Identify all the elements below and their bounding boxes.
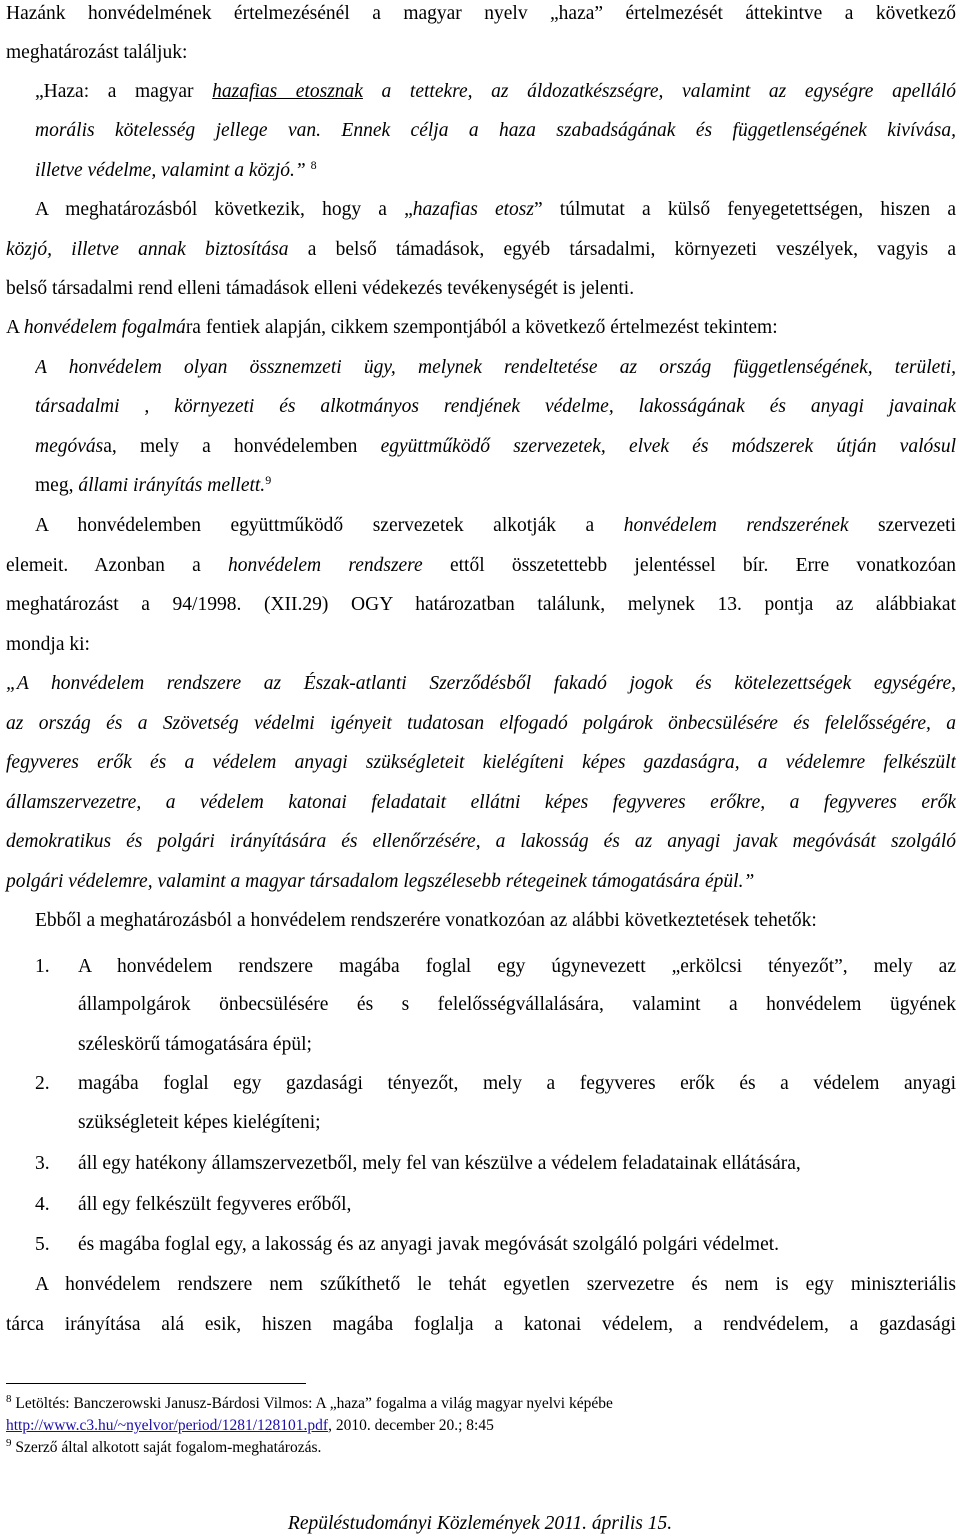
list-item-line: széleskörű támogatására épül; — [78, 1034, 312, 1055]
paragraph-line: A meghatározásból következik, hogy a „hazafias etosz” túlmutat a külső fenyegetettségen, hiszen a — [35, 199, 956, 220]
definition-line: társadalmi , környezeti és alkotmányos rendjének védelme, lakosságának és anyagi javainak — [35, 396, 956, 417]
paragraph-line: mondja ki: — [6, 634, 90, 655]
list-item-line: magába foglal egy gazdasági tényezőt, mely a fegyveres erők és a védelem anyagi — [78, 1073, 956, 1094]
paragraph-line: A honvédelem fogalmára fentiek alapján, cikkem szempontjából a következő értelmezést tekintem: — [6, 317, 778, 338]
list-item-line: A honvédelem rendszere magába foglal egy úgynevezett „erkölcsi tényezőt”, mely az — [78, 956, 956, 977]
quote-line: „Haza: a magyar hazafias etosznak a tettekre, az áldozatkészségre, valamint az egységre apelláló — [35, 81, 956, 102]
definition-line: A honvédelem olyan össznemzeti ügy, melynek rendeltetése az ország függetlenségének, területi, — [35, 357, 956, 378]
quote-line: illetve védelme, valamint a közjó.” $^8$ — [35, 158, 317, 181]
list-item-line: áll egy hatékony államszervezetből, mely fel van készülve a védelem feladatainak ellátására, — [78, 1153, 801, 1174]
quote-line: polgári védelemre, valamint a magyar társadalom legszélesebb rétegeinek támogatására épül.” — [6, 871, 755, 892]
definition-line: megóvása, mely a honvédelemben együttműködő szervezetek, elvek és módszerek útján valósul — [35, 436, 956, 457]
footnote-ref-9[interactable]: 9 — [265, 473, 272, 487]
footnote-8-link-line: http://www.c3.hu/~nyelvor/period/1281/128101.pdf, 2010. december 20.; 8:45 — [6, 1417, 494, 1434]
paragraph-line: Ebből a meghatározásból a honvédelem rendszerére vonatkozóan az alábbi következtetések tehetők: — [35, 910, 817, 931]
quote-line: „A honvédelem rendszere az Észak-atlanti Szerződésből fakadó jogok és kötelezettségek egységére, — [6, 673, 956, 694]
footnote-divider — [6, 1383, 306, 1384]
list-number: 5. — [35, 1234, 50, 1255]
paragraph-line: elemeit. Azonban a honvédelem rendszere ettől összetettebb jelentéssel bír. Erre vonatkozóan — [6, 555, 956, 576]
list-number: 3. — [35, 1153, 50, 1174]
footnote-8: $^8$ Letöltés: Banczerowski Janusz-Bárdosi Vilmos: A „haza” fogalma a világ magyar nyelvi képébe — [6, 1393, 613, 1412]
footnote-ref-8[interactable]: 8 — [310, 158, 317, 172]
list-number: 4. — [35, 1194, 50, 1215]
quote-line: államszervezetre, a védelem katonai feladatait ellátni képes fegyveres erőkre, a fegyveres erők — [6, 792, 956, 813]
list-item-line: állampolgárok önbecsülésére és s felelősségvállalására, valamint a honvédelem ügyének — [78, 994, 956, 1015]
definition-line: meg, állami irányítás mellett.$^9$ — [35, 473, 272, 496]
paragraph-line: A honvédelem rendszere nem szűkíthető le tehát egyetlen szervezetre és nem is egy miniszteriális — [35, 1274, 956, 1295]
footnote-link[interactable]: http://www.c3.hu/~nyelvor/period/1281/128101.pdf — [6, 1417, 329, 1434]
page-footer: Repüléstudományi Közlemények 2011. április 15. — [287, 1513, 673, 1534]
quote-line: az ország és a Szövetség védelmi igényeit tudatosan elfogadó polgárok önbecsülésére és felelősségére, a — [6, 713, 956, 734]
paragraph-line: meghatározást a 94/1998. (XII.29) OGY határozatban találunk, melynek 13. pontja az alábbiakat — [6, 594, 956, 615]
list-item-line: szükségleteit képes kielégíteni; — [78, 1112, 321, 1133]
paragraph-line: közjó, illetve annak biztosítása a belső támadások, egyéb társadalmi, környezeti veszélyek, vagyis a — [6, 239, 956, 260]
paragraph-line: tárca irányítása alá esik, hiszen magába foglalja a katonai védelem, a rendvédelem, a gazdasági — [6, 1314, 956, 1335]
paragraph-line: A honvédelemben együttműködő szervezetek alkotják a honvédelem rendszerének szervezeti — [35, 515, 956, 536]
list-number: 1. — [35, 956, 50, 977]
list-item-line: áll egy felkészült fegyveres erőből, — [78, 1194, 352, 1215]
footnote-9: $^9$ Szerző által alkotott saját fogalom-meghatározás. — [6, 1437, 322, 1456]
list-number: 2. — [35, 1073, 50, 1094]
paragraph-line: belső társadalmi rend elleni támadások elleni védekezés tevékenységét is jelenti. — [6, 278, 635, 299]
paragraph-line: meghatározást találjuk: — [6, 42, 188, 63]
paragraph-line: Hazánk honvédelmének értelmezésénél a magyar nyelv „haza” értelmezését áttekintve a következő — [6, 3, 956, 24]
quote-line: demokratikus és polgári irányítására és ellenőrzésére, a lakosság és az anyagi javak megóvását szolgáló — [6, 831, 956, 852]
quote-line: morális kötelesség jellege van. Ennek célja a haza szabadságának és függetlenségének kivívása, — [35, 120, 956, 141]
quote-line: fegyveres erők és a védelem anyagi szükségleteit kielégíteni képes gazdaságra, a védelemre felkészült — [6, 752, 956, 773]
list-item-line: és magába foglal egy, a lakosság és az anyagi javak megóvását szolgáló polgári védelmet. — [78, 1234, 780, 1255]
